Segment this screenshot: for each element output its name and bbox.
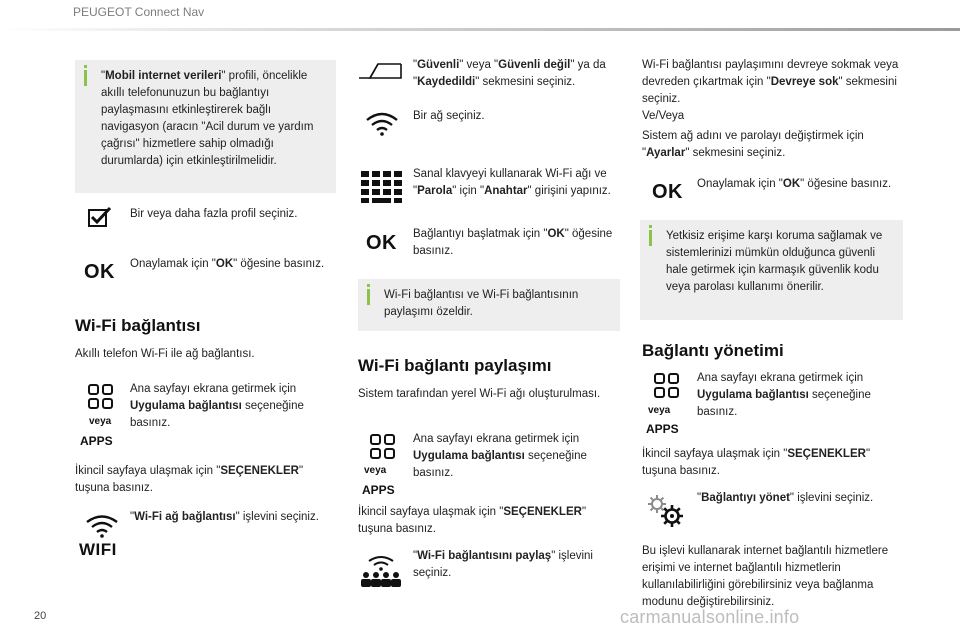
ok-icon: OK	[84, 261, 115, 283]
wifi-network-icon	[364, 111, 400, 143]
heading-wifi-sharing: Wi-Fi bağlantı paylaşımı	[358, 356, 552, 375]
secure-tab-text: "Güvenli" veya "Güvenli değil" ya da "Kaydedildi" sekmesini seçiniz.	[413, 59, 606, 89]
home-text: Ana sayfayı ekrana getirmek için Uygulama bağlantısı seçeneğine basınız.	[697, 372, 871, 419]
and-or-text: Ve/Veya	[642, 110, 685, 122]
apps-label: APPS	[80, 434, 113, 448]
ok-confirm-text: Onaylamak için "OK" öğesine basınız.	[130, 258, 325, 270]
header-rule	[0, 28, 960, 31]
keyboard-icon	[361, 171, 403, 209]
info-box-wifi-special	[358, 279, 620, 331]
ok-confirm-text: Onaylamak için "OK" öğesine basınız.	[697, 178, 892, 190]
apps-label: APPS	[362, 483, 395, 497]
manage-func-text: "Bağlantıyı yönet" işlevini seçiniz.	[697, 492, 874, 504]
share-intro-text: Sistem tarafından yerel Wi-Fi ağı oluşturulması.	[358, 388, 601, 400]
select-network-text: Bir ağ seçiniz.	[413, 110, 485, 122]
ok-icon: OK	[652, 181, 683, 203]
veya-label: veya	[364, 465, 387, 476]
info-box-mobile-data	[75, 60, 336, 193]
heading-wifi-connection: Wi-Fi bağlantısı	[75, 316, 201, 335]
secondary-page-text: İkincil sayfaya ulaşmak için "SEÇENEKLER" tuşuna basınız.	[642, 448, 871, 478]
info-icon	[649, 230, 652, 246]
apps-grid-icon	[87, 383, 115, 417]
wifi-word-icon: WIFI	[79, 540, 117, 559]
header-title: PEUGEOT Connect Nav	[73, 5, 205, 19]
info-text: Wi-Fi bağlantısı ve Wi-Fi bağlantısının paylaşımı özeldir.	[384, 289, 579, 319]
page-number: 20	[34, 610, 47, 622]
secondary-page-text: İkincil sayfaya ulaşmak için "SEÇENEKLER" tuşuna basınız.	[75, 465, 304, 495]
home-text: Ana sayfayı ekrana getirmek için Uygulama bağlantısı seçeneğine basınız.	[130, 383, 304, 430]
settings-text: Sistem ağ adını ve parolayı değiştirmek için "Ayarlar" sekmesini seçiniz.	[642, 130, 864, 160]
gears-icon	[644, 492, 688, 536]
veya-label: veya	[648, 405, 671, 416]
info-icon	[367, 289, 370, 305]
share-func-text: "Wi-Fi bağlantısını paylaş" işlevini seçiniz.	[413, 550, 593, 580]
connect-text: Bağlantıyı başlatmak için "OK" öğesine basınız.	[413, 228, 613, 258]
heading-connection-management: Bağlantı yönetimi	[642, 341, 784, 360]
apps-grid-icon	[653, 372, 681, 406]
ok-icon-connect: OK	[366, 232, 397, 254]
watermark: carmanualsonline.info	[620, 607, 800, 627]
share-people-icon	[360, 555, 402, 597]
toggle-sharing-text: Wi-Fi bağlantısı paylaşımını devreye sokmak veya devreden çıkartmak için "Devreye sok" sekmesini seçiniz.	[642, 59, 899, 106]
info-box-security	[640, 220, 903, 320]
checkbox-icon	[88, 206, 112, 234]
tab-icon	[358, 60, 402, 86]
home-text: Ana sayfayı ekrana getirmek için Uygulama bağlantısı seçeneğine basınız.	[413, 433, 587, 480]
final-description-text: Bu işlevi kullanarak internet bağlantılı hizmetlere erişimi ve internet bağlantılı hizmetlerin kullanılabilirliğini görebilirsiniz veya bağlanma modunu değiştirebilirsiniz.	[642, 545, 889, 609]
wifi-func-text: "Wi-Fi ağ bağlantısı" işlevini seçiniz.	[130, 511, 319, 523]
page-header	[0, 0, 960, 30]
apps-grid-icon	[369, 433, 397, 467]
secondary-page-text: İkincil sayfaya ulaşmak için "SEÇENEKLER" tuşuna basınız.	[358, 506, 587, 536]
info-text: Yetkisiz erişime karşı koruma sağlamak ve sistemlerinizi mümkün olduğunca güvenli hale getirmek için karmaşık güvenlik kodu veya parolası kullanımı önerilir.	[666, 230, 883, 294]
select-profile-text: Bir veya daha fazla profil seçiniz.	[130, 208, 298, 220]
info-icon	[84, 70, 87, 86]
keyboard-text: Sanal klavyeyi kullanarak Wi-Fi ağı ve "Parola" için "Anahtar" girişini yapınız.	[413, 168, 611, 198]
apps-label: APPS	[646, 422, 679, 436]
wifi-intro-text: Akıllı telefon Wi-Fi ile ağ bağlantısı.	[75, 348, 255, 360]
info-text: "Mobil internet verileri" profili, öncelikle akıllı telefonunuzun bu bağlantıyı paylaşmasını etkinleştirerek bağlı navigasyon (aracın "Acil durum ve yardım çağrısı" hizmetlere sahip olmadığı durumlarda) için etkinleştirilmelidir.	[101, 70, 314, 168]
veya-label: veya	[89, 416, 112, 427]
